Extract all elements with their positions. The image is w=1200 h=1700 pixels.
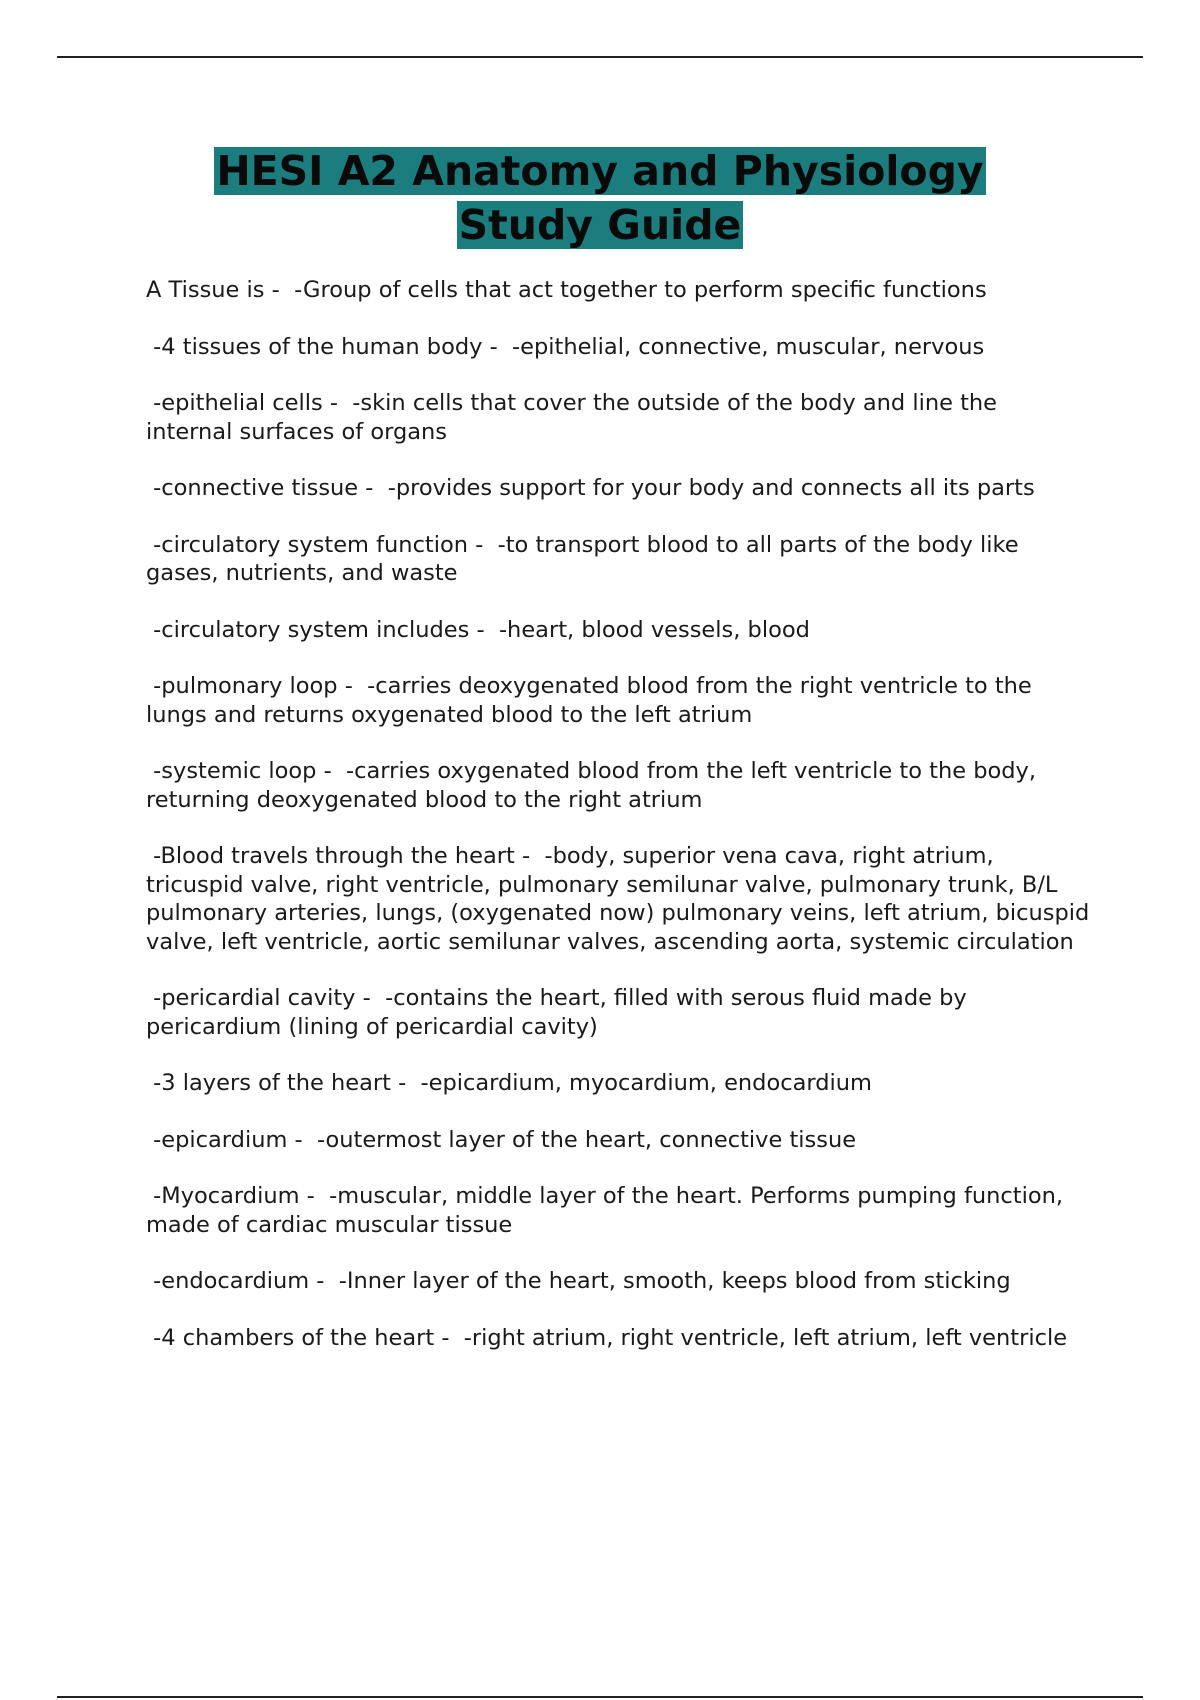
entry-systemic-loop: -systemic loop - -carries oxygenated blood from the left ventricle to the body, returning deoxygenated blood to the right atrium — [146, 758, 1044, 813]
entry-heart-chambers: -4 chambers of the heart - -right atrium, right ventricle, left atrium, left ventricle — [146, 1324, 1068, 1351]
title-line-1: HESI A2 Anatomy and Physiology — [216, 147, 984, 195]
header-rule — [57, 56, 1143, 58]
entry-four-tissues: -4 tissues of the human body - -epithelial, connective, muscular, nervous — [146, 333, 985, 360]
entry-heart-layers: -3 layers of the heart - -epicardium, myocardium, endocardium — [146, 1070, 872, 1096]
entry-endocardium: -endocardium - -Inner layer of the heart, smooth, keeps blood from sticking — [146, 1268, 1011, 1294]
footer-rule — [57, 1696, 1143, 1698]
entry-circulatory-includes: -circulatory system includes - -heart, blood vessels, blood — [146, 616, 810, 643]
entry-epicardium: -epicardium - -outermost layer of the heart, connective tissue — [146, 1126, 857, 1153]
entry-pulmonary-loop: -pulmonary loop - -carries deoxygenated blood from the right ventricle to the lungs and returns oxygenated blood to the left atrium — [146, 673, 1039, 728]
document-title — [0, 144, 1200, 252]
title-line-2: Study Guide — [458, 201, 742, 249]
entry-epithelial-cells: -epithelial cells - -skin cells that cover the outside of the body and line the internal surfaces of organs — [146, 390, 1005, 445]
entry-connective-tissue: -connective tissue - -provides support for your body and connects all its parts — [146, 475, 1035, 501]
entry-tissue: A Tissue is - -Group of cells that act together to perform specific functions — [146, 277, 987, 303]
entry-blood-path: -Blood travels through the heart - -body, superior vena cava, right atrium, tricuspid valve, right ventricle, pulmonary semilunar valve, pulmonary trunk, B/L pulmonary arteries, lungs, (oxygenated now) pulmonary veins, left atrium, bicuspid valve, left ventricle, aortic semilunar valves, ascending aorta, systemic circulation — [146, 843, 1097, 955]
entry-circulatory-function: -circulatory system function - -to transport blood to all parts of the body like gases, nutrients, and waste — [146, 531, 1026, 586]
entry-pericardial-cavity: -pericardial cavity - -contains the heart, filled with serous fluid made by pericardium (lining of pericardial cavity) — [146, 985, 974, 1040]
study-guide-entries — [146, 276, 1097, 1380]
entry-myocardium: -Myocardium - -muscular, middle layer of the heart. Performs pumping function, made of cardiac muscular tissue — [146, 1183, 1071, 1238]
